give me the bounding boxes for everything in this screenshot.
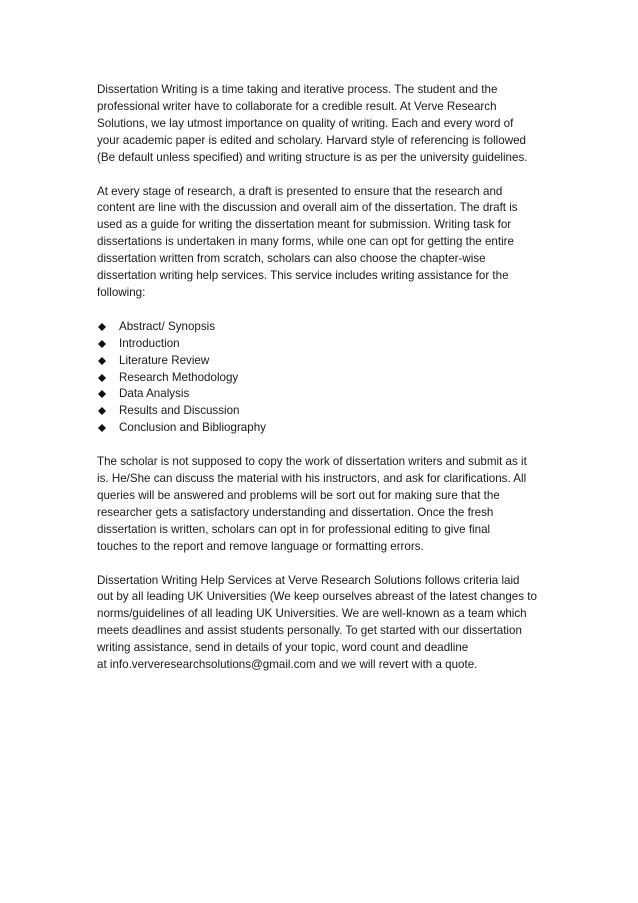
diamond-icon	[98, 340, 106, 348]
list-item	[97, 353, 552, 370]
list-item	[97, 370, 552, 387]
list-item	[97, 403, 552, 420]
list-item-label: Results and Discussion	[119, 404, 240, 418]
paragraph-draft-process: At every stage of research, a draft is presented to ensure that the research and content are line with the discussion and overall aim of the dissertation. The draft is used as a guide for writing the dissertation meant for submission. Writing task for dissertations is undertaken in many forms, while one can opt for getting the entire dissertation written from scratch, scholars can also choose the chapter-wise dissertation writing help services. This service includes writing assistance for the following:	[97, 184, 518, 299]
list-item	[97, 319, 552, 336]
paragraph-intro: Dissertation Writing is a time taking and iterative process. The student and the professional writer have to collaborate for a credible result. At Verve Research Solutions, we lay utmost importance on quality of writing. Each and every word of your academic paper is edited and scholary. Harvard style of referencing is followed (Be default unless specified) and writing structure is as per the university guidelines.	[97, 83, 528, 164]
paragraph-contact: Dissertation Writing Help Services at Verve Research Solutions follows criteria laid out by all leading UK Universities (We keep ourselves abreast of the latest changes to norms/guidelines of all leading UK Universities. We are well-known as a team which meets deadlines and assist students personally. To get started with our dissertation writing assistance, send in details of your topic, word count and deadline at info.ververesearchsolutions@gmail.com and we will revert with a quote.	[97, 573, 537, 672]
list-item	[97, 336, 552, 353]
diamond-icon	[98, 374, 106, 382]
list-item-label: Data Analysis	[119, 387, 190, 401]
document-body	[97, 82, 552, 691]
diamond-icon	[98, 390, 106, 398]
list-item-label: Abstract/ Synopsis	[119, 319, 216, 333]
list-item-label: Research Methodology	[119, 370, 239, 384]
paragraph-scholar-guidance: The scholar is not supposed to copy the work of dissertation writers and submit as it is. He/She can discuss the material with his instructors, and ask for clarifications. All queries will be answered and problems will be sort out for making sure that the researcher gets a satisfactory understanding and dissertation. Once the fresh dissertation is written, scholars can opt in for professional editing to give final touches to the report and remove language or formatting errors.	[97, 455, 527, 553]
services-bullet-list	[97, 319, 552, 437]
diamond-icon	[98, 424, 106, 432]
list-item	[97, 420, 552, 437]
diamond-icon	[98, 407, 106, 415]
diamond-icon	[98, 323, 106, 331]
list-item	[97, 386, 552, 403]
diamond-icon	[98, 357, 106, 365]
list-item-label: Conclusion and Bibliography	[119, 421, 266, 435]
list-item-label: Literature Review	[119, 353, 210, 367]
list-item-label: Introduction	[119, 336, 180, 350]
